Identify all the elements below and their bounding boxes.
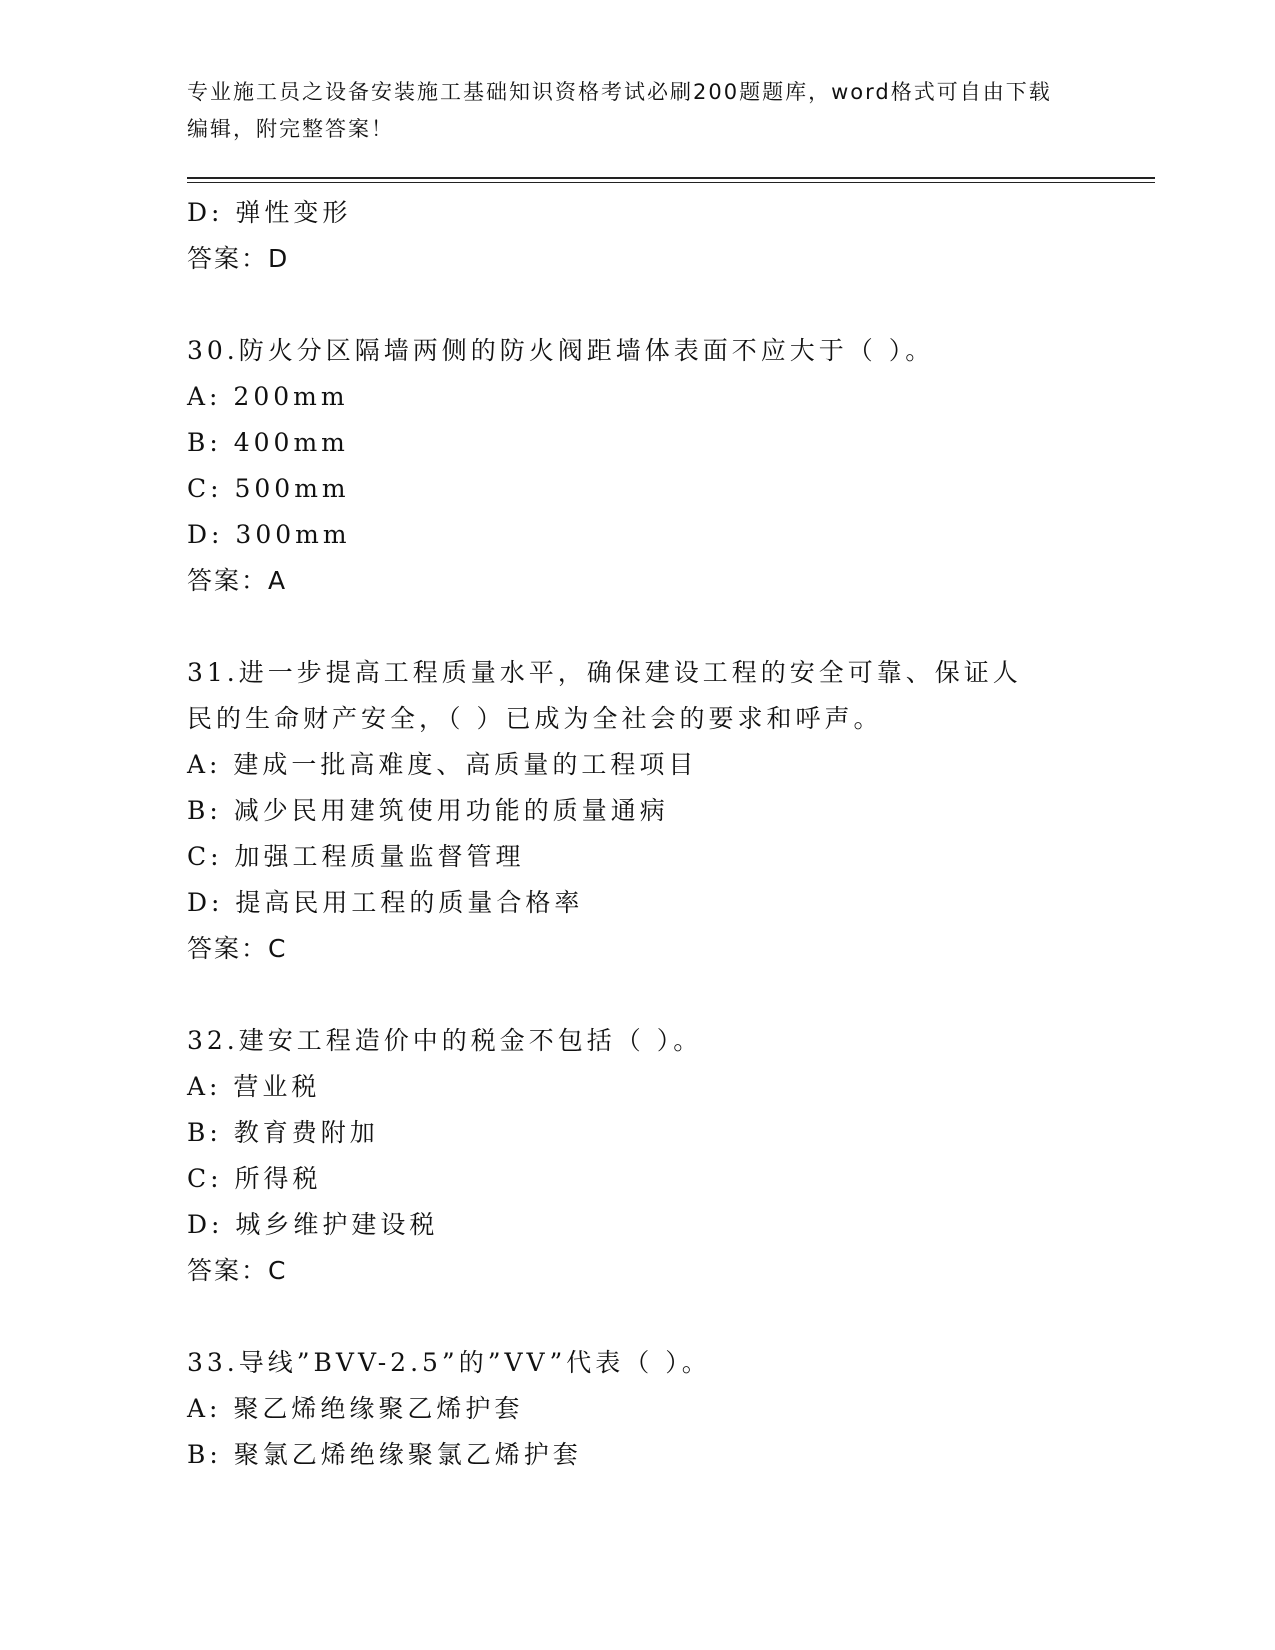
option-a: A: 建成一批高难度、高质量的工程项目 [187, 750, 698, 779]
question-31 [187, 650, 1147, 972]
answer-line: 答案：D [187, 244, 290, 273]
option-d: D: 城乡维护建设税 [187, 1210, 439, 1239]
option-c: C: 500mm [187, 474, 350, 503]
option-a: A: 聚乙烯绝缘聚乙烯护套 [187, 1394, 524, 1423]
question-30 [187, 328, 1147, 604]
option-b: B: 聚氯乙烯绝缘聚氯乙烯护套 [187, 1440, 582, 1469]
option-b: B: 400mm [187, 428, 349, 457]
option-b: B: 教育费附加 [187, 1118, 379, 1147]
question-stem: 31.进一步提高工程质量水平，确保建设工程的安全可靠、保证人民的生命财产安全，（ ）已成为全社会的要求和呼声。 [187, 658, 1022, 733]
question-33 [187, 1340, 1147, 1478]
option-c: C: 所得税 [187, 1164, 322, 1193]
question-stem: 32.建安工程造价中的税金不包括（ ）。 [187, 1026, 703, 1055]
option-d: D: 提高民用工程的质量合格率 [187, 888, 584, 917]
option-b: B: 减少民用建筑使用功能的质量通病 [187, 796, 669, 825]
answer-line: 答案：A [187, 566, 288, 595]
option-d: D: 弹性变形 [187, 198, 352, 227]
option-a: A: 营业税 [187, 1072, 321, 1101]
question-fragment [187, 190, 1147, 282]
option-c: C: 加强工程质量监督管理 [187, 842, 525, 871]
document-header: 专业施工员之设备安装施工基础知识资格考试必刷200题题库，word格式可自由下载编辑，附完整答案！ [187, 80, 1052, 141]
option-a: A: 200mm [187, 382, 349, 411]
header-divider-thick [187, 177, 1155, 179]
answer-line: 答案：C [187, 1256, 288, 1285]
option-d: D: 300mm [187, 520, 351, 549]
header-divider-thin [187, 182, 1155, 183]
question-stem: 30.防火分区隔墙两侧的防火阀距墙体表面不应大于（ ）。 [187, 336, 935, 365]
answer-line: 答案：C [187, 934, 288, 963]
question-32 [187, 1018, 1147, 1294]
question-list [187, 190, 1147, 1478]
question-stem: 33.导线”BVV-2.5”的”VV”代表（ ）。 [187, 1348, 711, 1377]
